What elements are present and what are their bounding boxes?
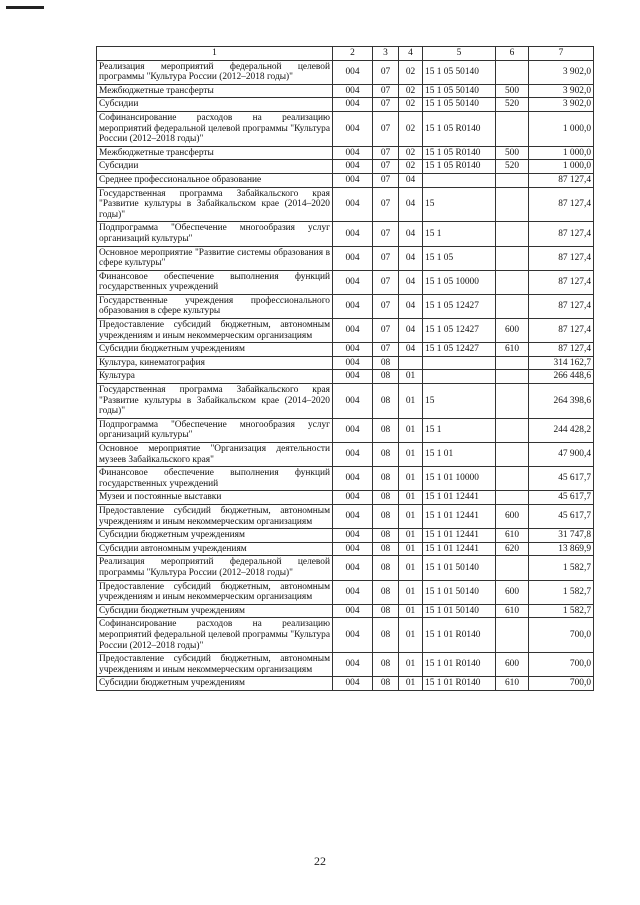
cell-admin-code: 004 xyxy=(333,467,373,491)
cell-name: Реализация мероприятий федеральной целевой программы "Культура России (2012–2018 годы)" xyxy=(97,556,333,580)
cell-expense-type: 600 xyxy=(496,653,529,677)
cell-section: 07 xyxy=(373,294,399,318)
cell-expense-type: 610 xyxy=(496,677,529,691)
cell-amount: 87 127,4 xyxy=(529,270,594,294)
cell-section: 08 xyxy=(373,504,399,528)
budget-table xyxy=(96,46,594,691)
cell-name: Основное мероприятие "Организация деятельности музеев Забайкальского края" xyxy=(97,443,333,467)
cell-subsection: 01 xyxy=(399,443,423,467)
cell-amount: 45 617,7 xyxy=(529,504,594,528)
cell-section: 08 xyxy=(373,443,399,467)
cell-name: Подпрограмма "Обеспечение многообразия услуг организаций культуры" xyxy=(97,222,333,246)
cell-admin-code: 004 xyxy=(333,677,373,691)
cell-amount: 31 747,8 xyxy=(529,529,594,543)
cell-amount: 87 127,4 xyxy=(529,222,594,246)
table-row xyxy=(97,111,594,146)
cell-amount: 87 127,4 xyxy=(529,319,594,343)
cell-amount: 1 582,7 xyxy=(529,580,594,604)
cell-name: Государственные учреждения профессионального образования в сфере культуры xyxy=(97,294,333,318)
cell-subsection: 01 xyxy=(399,677,423,691)
cell-target-article: 15 1 xyxy=(423,418,496,442)
cell-target-article: 15 xyxy=(423,384,496,419)
table-row xyxy=(97,384,594,419)
cell-admin-code: 004 xyxy=(333,418,373,442)
cell-target-article: 15 1 05 xyxy=(423,246,496,270)
cell-admin-code: 004 xyxy=(333,187,373,222)
cell-name: Предоставление субсидий бюджетным, автономным учреждениям и иным некоммерческим организациям xyxy=(97,504,333,528)
cell-name: Предоставление субсидий бюджетным, автономным учреждениям и иным некоммерческим организациям xyxy=(97,653,333,677)
cell-admin-code: 004 xyxy=(333,343,373,357)
cell-expense-type xyxy=(496,443,529,467)
table-row xyxy=(97,356,594,370)
cell-target-article: 15 1 05 12427 xyxy=(423,343,496,357)
table-row xyxy=(97,653,594,677)
cell-subsection xyxy=(399,356,423,370)
cell-expense-type: 520 xyxy=(496,160,529,174)
cell-amount: 3 902,0 xyxy=(529,84,594,98)
cell-admin-code: 004 xyxy=(333,504,373,528)
cell-section: 07 xyxy=(373,222,399,246)
cell-subsection: 01 xyxy=(399,504,423,528)
cell-target-article: 15 1 05 50140 xyxy=(423,84,496,98)
cell-name: Культура, кинематография xyxy=(97,356,333,370)
cell-name: Финансовое обеспечение выполнения функций государственных учреждений xyxy=(97,467,333,491)
cell-section: 08 xyxy=(373,542,399,556)
cell-target-article: 15 1 01 R0140 xyxy=(423,677,496,691)
cell-target-article: 15 1 01 12441 xyxy=(423,491,496,505)
cell-admin-code: 004 xyxy=(333,580,373,604)
cell-subsection: 04 xyxy=(399,187,423,222)
cell-name: Государственная программа Забайкальского края "Развитие культуры в Забайкальском крае (2014–2020 годы)" xyxy=(97,187,333,222)
cell-expense-type: 610 xyxy=(496,343,529,357)
cell-section: 07 xyxy=(373,98,399,112)
cell-section: 08 xyxy=(373,556,399,580)
cell-admin-code: 004 xyxy=(333,146,373,160)
cell-target-article: 15 1 05 10000 xyxy=(423,270,496,294)
table-row xyxy=(97,173,594,187)
header-cell: 7 xyxy=(529,47,594,61)
cell-expense-type: 500 xyxy=(496,84,529,98)
cell-section: 07 xyxy=(373,319,399,343)
cell-name: Музеи и постоянные выставки xyxy=(97,491,333,505)
cell-section: 08 xyxy=(373,418,399,442)
cell-target-article: 15 xyxy=(423,187,496,222)
cell-section: 08 xyxy=(373,467,399,491)
cell-name: Субсидии xyxy=(97,160,333,174)
cell-expense-type: 610 xyxy=(496,529,529,543)
cell-section: 08 xyxy=(373,370,399,384)
cell-amount: 1 000,0 xyxy=(529,111,594,146)
cell-section: 07 xyxy=(373,146,399,160)
cell-expense-type: 600 xyxy=(496,580,529,604)
cell-section: 07 xyxy=(373,246,399,270)
cell-section: 08 xyxy=(373,653,399,677)
table-row xyxy=(97,580,594,604)
cell-target-article: 15 1 01 xyxy=(423,443,496,467)
cell-target-article: 15 1 01 R0140 xyxy=(423,618,496,653)
cell-amount: 47 900,4 xyxy=(529,443,594,467)
cell-admin-code: 004 xyxy=(333,491,373,505)
cell-subsection: 04 xyxy=(399,270,423,294)
cell-section: 08 xyxy=(373,491,399,505)
table-row xyxy=(97,146,594,160)
cell-section: 08 xyxy=(373,677,399,691)
cell-section: 08 xyxy=(373,604,399,618)
cell-target-article: 15 1 01 12441 xyxy=(423,542,496,556)
cell-subsection: 01 xyxy=(399,418,423,442)
table-row xyxy=(97,294,594,318)
cell-name: Субсидии бюджетным учреждениям xyxy=(97,529,333,543)
cell-subsection: 02 xyxy=(399,60,423,84)
cell-subsection: 02 xyxy=(399,98,423,112)
cell-target-article xyxy=(423,356,496,370)
cell-name: Предоставление субсидий бюджетным, автономным учреждениям и иным некоммерческим организациям xyxy=(97,580,333,604)
cell-subsection: 02 xyxy=(399,146,423,160)
cell-name: Субсидии автономным учреждениям xyxy=(97,542,333,556)
cell-expense-type: 610 xyxy=(496,604,529,618)
cell-subsection: 01 xyxy=(399,618,423,653)
cell-expense-type: 520 xyxy=(496,98,529,112)
cell-subsection: 01 xyxy=(399,467,423,491)
header-cell: 2 xyxy=(333,47,373,61)
cell-section: 07 xyxy=(373,84,399,98)
cell-amount: 314 162,7 xyxy=(529,356,594,370)
cell-subsection: 04 xyxy=(399,173,423,187)
cell-name: Финансовое обеспечение выполнения функций государственных учреждений xyxy=(97,270,333,294)
cell-expense-type xyxy=(496,270,529,294)
cell-target-article: 15 1 05 12427 xyxy=(423,294,496,318)
cell-admin-code: 004 xyxy=(333,653,373,677)
cell-amount: 1 000,0 xyxy=(529,146,594,160)
cell-subsection: 04 xyxy=(399,222,423,246)
cell-subsection: 02 xyxy=(399,160,423,174)
cell-admin-code: 004 xyxy=(333,246,373,270)
cell-amount: 3 902,0 xyxy=(529,98,594,112)
table-row xyxy=(97,319,594,343)
cell-admin-code: 004 xyxy=(333,370,373,384)
cell-target-article: 15 1 05 R0140 xyxy=(423,160,496,174)
cell-amount: 1 582,7 xyxy=(529,556,594,580)
table-row xyxy=(97,542,594,556)
table-row xyxy=(97,98,594,112)
cell-section: 08 xyxy=(373,384,399,419)
cell-subsection: 01 xyxy=(399,604,423,618)
cell-subsection: 02 xyxy=(399,111,423,146)
table-row xyxy=(97,504,594,528)
cell-subsection: 01 xyxy=(399,653,423,677)
table-row xyxy=(97,84,594,98)
cell-expense-type xyxy=(496,356,529,370)
cell-amount: 3 902,0 xyxy=(529,60,594,84)
cell-expense-type xyxy=(496,618,529,653)
cell-section: 07 xyxy=(373,160,399,174)
cell-target-article: 15 1 05 50140 xyxy=(423,98,496,112)
cell-name: Межбюджетные трансферты xyxy=(97,146,333,160)
cell-amount: 87 127,4 xyxy=(529,173,594,187)
table-row xyxy=(97,270,594,294)
cell-subsection: 04 xyxy=(399,246,423,270)
cell-admin-code: 004 xyxy=(333,222,373,246)
cell-name: Субсидии xyxy=(97,98,333,112)
cell-admin-code: 004 xyxy=(333,542,373,556)
cell-name: Софинансирование расходов на реализацию мероприятий федеральной целевой программы "Культура России (2012–2018 годы)" xyxy=(97,618,333,653)
cell-amount: 87 127,4 xyxy=(529,246,594,270)
table-row xyxy=(97,160,594,174)
cell-expense-type xyxy=(496,246,529,270)
scan-mark xyxy=(6,6,44,9)
cell-amount: 87 127,4 xyxy=(529,294,594,318)
table-row xyxy=(97,604,594,618)
cell-target-article: 15 1 01 12441 xyxy=(423,529,496,543)
cell-section: 07 xyxy=(373,343,399,357)
cell-admin-code: 004 xyxy=(333,160,373,174)
cell-name: Среднее профессиональное образование xyxy=(97,173,333,187)
cell-name: Государственная программа Забайкальского края "Развитие культуры в Забайкальском крае (2014–2020 годы)" xyxy=(97,384,333,419)
cell-expense-type xyxy=(496,370,529,384)
cell-amount: 244 428,2 xyxy=(529,418,594,442)
cell-expense-type xyxy=(496,418,529,442)
cell-target-article: 15 1 01 50140 xyxy=(423,604,496,618)
cell-target-article: 15 1 01 R0140 xyxy=(423,653,496,677)
cell-name: Основное мероприятие "Развитие системы образования в сфере культуры" xyxy=(97,246,333,270)
header-cell: 3 xyxy=(373,47,399,61)
cell-section: 07 xyxy=(373,60,399,84)
cell-admin-code: 004 xyxy=(333,111,373,146)
cell-subsection: 01 xyxy=(399,556,423,580)
cell-name: Культура xyxy=(97,370,333,384)
table-row xyxy=(97,529,594,543)
table-row xyxy=(97,343,594,357)
cell-amount: 266 448,6 xyxy=(529,370,594,384)
cell-target-article: 15 1 xyxy=(423,222,496,246)
cell-section: 08 xyxy=(373,529,399,543)
cell-target-article xyxy=(423,173,496,187)
cell-section: 08 xyxy=(373,618,399,653)
table-row xyxy=(97,491,594,505)
cell-name: Предоставление субсидий бюджетным, автономным учреждениям и иным некоммерческим организациям xyxy=(97,319,333,343)
cell-expense-type: 600 xyxy=(496,504,529,528)
cell-name: Межбюджетные трансферты xyxy=(97,84,333,98)
table-row xyxy=(97,187,594,222)
cell-admin-code: 004 xyxy=(333,270,373,294)
table-row xyxy=(97,246,594,270)
cell-section: 07 xyxy=(373,111,399,146)
cell-subsection: 01 xyxy=(399,580,423,604)
cell-admin-code: 004 xyxy=(333,529,373,543)
cell-amount: 700,0 xyxy=(529,653,594,677)
cell-subsection: 01 xyxy=(399,542,423,556)
cell-admin-code: 004 xyxy=(333,319,373,343)
cell-admin-code: 004 xyxy=(333,98,373,112)
cell-target-article: 15 1 05 R0140 xyxy=(423,146,496,160)
cell-expense-type xyxy=(496,384,529,419)
cell-expense-type xyxy=(496,187,529,222)
table-row xyxy=(97,443,594,467)
cell-admin-code: 004 xyxy=(333,556,373,580)
cell-admin-code: 004 xyxy=(333,60,373,84)
cell-target-article: 15 1 01 10000 xyxy=(423,467,496,491)
cell-admin-code: 004 xyxy=(333,84,373,98)
cell-subsection: 04 xyxy=(399,294,423,318)
cell-section: 07 xyxy=(373,187,399,222)
cell-amount: 87 127,4 xyxy=(529,187,594,222)
cell-target-article: 15 1 01 50140 xyxy=(423,580,496,604)
cell-amount: 1 000,0 xyxy=(529,160,594,174)
cell-expense-type xyxy=(496,491,529,505)
header-cell: 6 xyxy=(496,47,529,61)
cell-admin-code: 004 xyxy=(333,618,373,653)
table-header-row xyxy=(97,47,594,61)
cell-admin-code: 004 xyxy=(333,443,373,467)
table-row xyxy=(97,677,594,691)
cell-subsection: 01 xyxy=(399,370,423,384)
cell-section: 08 xyxy=(373,356,399,370)
table-row xyxy=(97,370,594,384)
cell-expense-type: 600 xyxy=(496,319,529,343)
cell-amount: 700,0 xyxy=(529,618,594,653)
header-cell: 5 xyxy=(423,47,496,61)
cell-amount: 13 869,9 xyxy=(529,542,594,556)
table-row xyxy=(97,467,594,491)
table-row xyxy=(97,60,594,84)
cell-amount: 45 617,7 xyxy=(529,491,594,505)
cell-admin-code: 004 xyxy=(333,356,373,370)
cell-subsection: 01 xyxy=(399,491,423,505)
table-row xyxy=(97,222,594,246)
cell-subsection: 04 xyxy=(399,343,423,357)
cell-expense-type xyxy=(496,111,529,146)
cell-name: Субсидии бюджетным учреждениям xyxy=(97,343,333,357)
cell-admin-code: 004 xyxy=(333,384,373,419)
header-cell: 1 xyxy=(97,47,333,61)
cell-section: 07 xyxy=(373,270,399,294)
cell-name: Субсидии бюджетным учреждениям xyxy=(97,677,333,691)
cell-subsection: 01 xyxy=(399,384,423,419)
cell-target-article: 15 1 01 12441 xyxy=(423,504,496,528)
cell-amount: 1 582,7 xyxy=(529,604,594,618)
cell-name: Субсидии бюджетным учреждениям xyxy=(97,604,333,618)
cell-section: 07 xyxy=(373,173,399,187)
cell-admin-code: 004 xyxy=(333,294,373,318)
table-row xyxy=(97,418,594,442)
cell-subsection: 04 xyxy=(399,319,423,343)
cell-name: Подпрограмма "Обеспечение многообразия услуг организаций культуры" xyxy=(97,418,333,442)
cell-expense-type xyxy=(496,173,529,187)
table-row xyxy=(97,618,594,653)
cell-amount: 45 617,7 xyxy=(529,467,594,491)
cell-target-article: 15 1 05 50140 xyxy=(423,60,496,84)
cell-amount: 700,0 xyxy=(529,677,594,691)
cell-admin-code: 004 xyxy=(333,604,373,618)
cell-subsection: 02 xyxy=(399,84,423,98)
cell-name: Софинансирование расходов на реализацию мероприятий федеральной целевой программы "Культура России (2012–2018 годы)" xyxy=(97,111,333,146)
header-cell: 4 xyxy=(399,47,423,61)
cell-admin-code: 004 xyxy=(333,173,373,187)
cell-target-article: 15 1 01 50140 xyxy=(423,556,496,580)
page-number: 22 xyxy=(314,854,326,868)
cell-section: 08 xyxy=(373,580,399,604)
table-row xyxy=(97,556,594,580)
cell-expense-type xyxy=(496,60,529,84)
cell-expense-type xyxy=(496,467,529,491)
cell-expense-type xyxy=(496,294,529,318)
cell-target-article: 15 1 05 12427 xyxy=(423,319,496,343)
cell-target-article xyxy=(423,370,496,384)
cell-target-article: 15 1 05 R0140 xyxy=(423,111,496,146)
cell-expense-type: 500 xyxy=(496,146,529,160)
cell-amount: 87 127,4 xyxy=(529,343,594,357)
cell-expense-type: 620 xyxy=(496,542,529,556)
cell-expense-type xyxy=(496,222,529,246)
cell-name: Реализация мероприятий федеральной целевой программы "Культура России (2012–2018 годы)" xyxy=(97,60,333,84)
cell-amount: 264 398,6 xyxy=(529,384,594,419)
cell-expense-type xyxy=(496,556,529,580)
cell-subsection: 01 xyxy=(399,529,423,543)
